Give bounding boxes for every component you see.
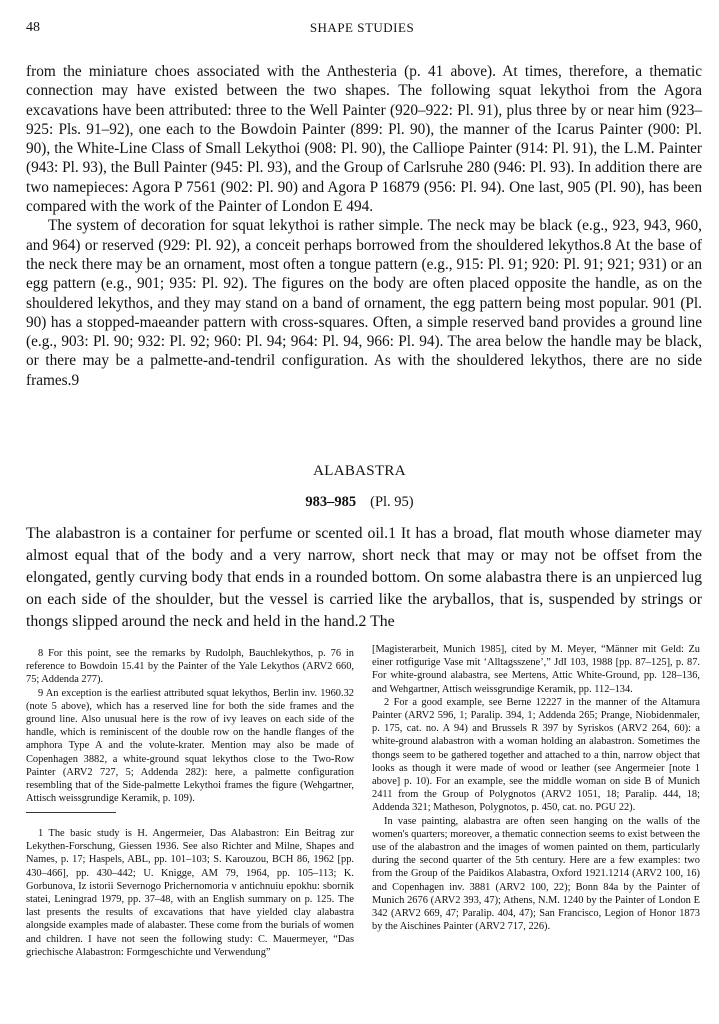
catalog-numbers: 983–985 — [305, 494, 357, 510]
running-head: SHAPE STUDIES — [309, 20, 415, 35]
paragraph-2: The system of decoration for squat lekythoi is rather simple. The neck may be black (e.g., 923, 943, 960, and 964) or reserved (929: Pl. 92), a conceit perhaps borrowed from the shouldered lekythos.8 At the base of the neck there may be an ornament, most often a tongue pattern (e.g., 915: Pl. 91; 920: Pl. 91; 921; 931) or an egg pattern (e.g., 901; 935: Pl. 92). The figures on the body are often placed opposite the handle, as on the shouldered lekythos, and they may stand on a band of ornament, the egg pattern being most popular. 901 (Pl. 90) has a stopped-maeander pattern with cross-squares. Often, a simple reserved band provides a ground line (e.g., 903: Pl. 90; 932: Pl. 92; 960: Pl. 94; 964: Pl. 94, 966: Pl. 94). The area below the handle may be black, or there may be a palmette-and-tendril configuration. As with the shouldered lekythos, there are no side frames.9 — [26, 217, 702, 389]
footnotes-upper — [26, 647, 354, 805]
page-header — [26, 16, 698, 40]
section-title: ALABASTRA — [313, 463, 406, 479]
footnote-2-continued: In vase painting, alabastra are often seen hanging on the walls of the women's quarters; moreover, a thematic connection seems to exist between the use of the alabastron and the images of women painted on them, particularly during the second quarter of the 5th century. Here are a few examples: two from the Group of the Paidikos Alabastra, Oxford 1921.1214 (ARV2 100, 16) and Copenhagen inv. 3881 (ARV2 100, 22); Bonn 84a by the Painter of Munich 2676 (ARV2 393, 47); Athens, N.M. 1240 by the Painter of London E 342 (ARV2 669, 47; Paralip. 404, 47); San Francisco, Legion of Honor 1873 by the Aischines Painter (ARV2 717, 226). — [372, 815, 700, 933]
footnote-rule — [26, 812, 116, 813]
alabastra-paragraph: The alabastron is a container for perfume or scented oil.1 It has a broad, flat mouth whose diameter may almost equal that of the body and a very narrow, short neck that may or may not be offset from the elongated, gently curving body that ends in a rounded bottom. On some alabastra there is an unpierced lug on each side of the shoulder, but the vessel is carried like the aryballos, that is, suspended by strings or thongs slipped around the neck and held in the hand.2 The — [26, 525, 702, 630]
footnote-1: 1 The basic study is H. Angermeier, Das Alabastron: Ein Beitrag zur Lekythen-Forschung, Giessen 1936. See also Richter and Milne, Shapes and Names, p. 17; Haspels, ABL, pp. 101–103; S. Karouzou, BCH 86, 1962 [pp. 430–466], pp. 430–442; U. Knigge, AM 79, 1964, pp. 105–113; K. Gorbunova, Iz istorii Severnogo Prichernomoria v antichnuiu epokhu: sbornik statei, Leningrad 1979, pp. 37–48, with an English summary on p. 125. The last presents the results of excavations that have yielded clay alabastra alongside examples made of alabaster. These come from the burials of women and children. I have not seen the following study: C. Mauermeyer, “Das griechische Alabastron: Formgeschichte und Verwendung” — [26, 828, 354, 958]
footnotes-right — [372, 643, 700, 933]
main-text — [26, 62, 702, 390]
footnote-9: 9 An exception is the earliest attributed squat lekythos, Berlin inv. 1960.32 (note 5 above), which has a reserved line for both the side frames and the ground line. Also unusual here is the row of ivy leaves on each side of the handle, which is reminiscent of the double row on the handle flanges of the amphora Type A and the volute-krater. Mention may also be made of Copenhagen 3882, a white-ground squat lekythos close to the Two-Row Painter (ARV2 727, 5; Addenda 282): here, a palmette configuration resembling that of the Side-palmette Lekythoi frames the figure (Wehgartner, Attisch weissgrundige Keramik, p. 109). — [26, 687, 354, 805]
footnote-8: 8 For this point, see the remarks by Rudolph, Bauchlekythos, p. 76 in reference to Bowdoin 15.41 by the Painter of the Yale Lekythos (ARV2 660, 75; Addenda 277). — [26, 648, 354, 686]
plate-reference: (Pl. 95) — [370, 494, 414, 510]
footnote-2: 2 For a good example, see Berne 12227 in the manner of the Altamura Painter (ARV2 596, 1; Paralip. 394, 1; Addenda 265; Prange, Niobidenmaler, p. 175, cat. no. A 94) and Brussels R 397 by Syriskos (ARV2 264, 60): a white-ground alabastron with a woman holding an alabastron. Sometimes the thongs seem to be gathered together and attached to a thin, narrow object that looks as though it were made of wood or leather (see Angermeier [note 1 above] p. 10). For an example, see the middle woman on side B of Munich 2411 from the Group of Polygnotos (ARV2 1051, 18; Paralip. 444, 18; Addenda 321; Matheson, Polygnotos, p. 450, cat. no. PGU 22). — [372, 696, 700, 814]
paragraph-1: from the miniature choes associated with the Anthesteria (p. 41 above). At times, therefore, a thematic connection may have existed between the two shapes. The following squat lekythoi from the Agora excavations have been attributed: three to the Well Painter (920–922: Pl. 91), plus three by or near him (923–925: Pls. 91–92), one each to the Bowdoin Painter (899: Pl. 90), the manner of the Icarus Painter (900: Pl. 90), the White-Line Class of Small Lekythoi (908: Pl. 90), the Calliope Painter (914: Pl. 91), the L.M. Painter (943: Pl. 93), the Bull Painter (945: Pl. 93), and the Group of Carlsruhe 280 (946: Pl. 93). In addition there are two namepieces: Agora P 7561 (902: Pl. 90) and Agora P 16879 (956: Pl. 94). One last, 905 (Pl. 90), has been compared with the work of the Painter of London E 494. — [26, 63, 702, 216]
section-subtitle — [0, 494, 719, 511]
alabastra-text — [26, 523, 702, 633]
footnote-1-continued: [Magisterarbeit, Munich 1985], cited by M. Meyer, “Männer mit Geld: Zu einer rotfigurige Vase mit ‘Alltagsszene’,” JdI 103, 1988 [pp. 87–125], p. 87. For white-ground alabastra, see Mertens, Attic White-Ground, pp. 128–136, and Wehgartner, Attisch weissgrundige Keramik, pp. 112–134. — [372, 644, 700, 695]
page-number: 48 — [26, 20, 40, 35]
footnotes-lower-left — [26, 827, 354, 959]
